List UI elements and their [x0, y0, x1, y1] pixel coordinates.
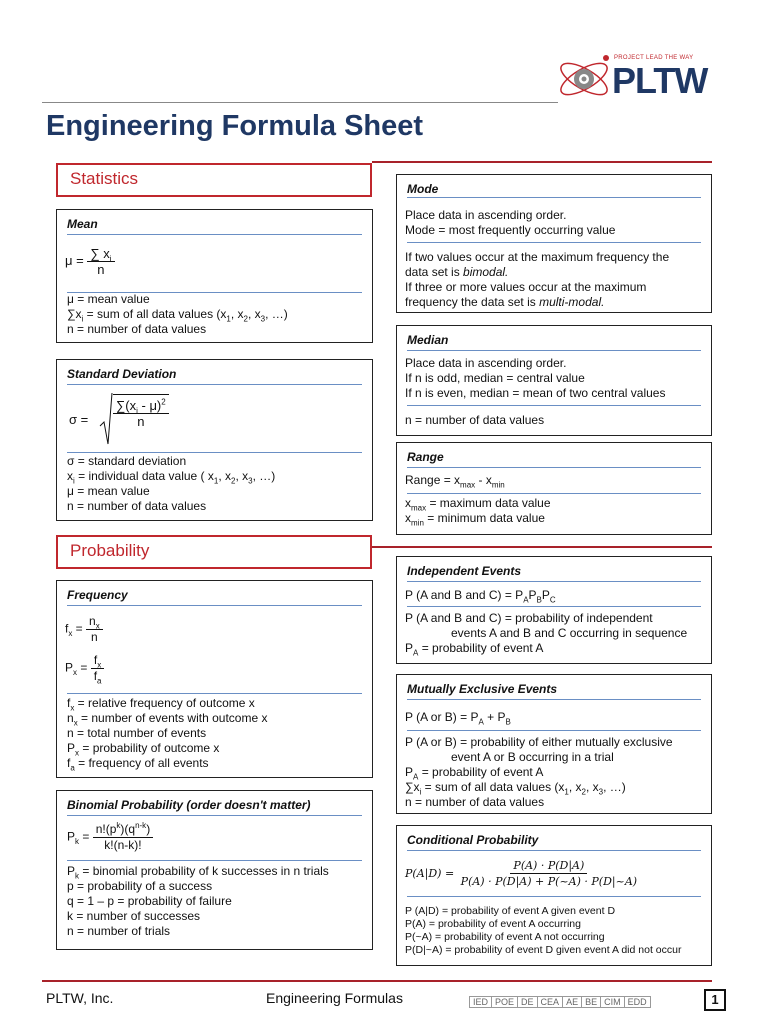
course-tag: AE	[562, 996, 582, 1008]
conditional-def: P(~A) = probability of event A not occurring	[405, 931, 605, 943]
mode-title: Mode	[407, 182, 439, 196]
conditional-def: P(D|~A) = probability of event D given event A did not occur	[405, 944, 682, 956]
frequency-box	[56, 580, 373, 778]
binomial-title: Binomial Probability (order doesn't matter)	[67, 798, 311, 812]
mean-def-n: n = number of data values	[67, 322, 207, 336]
frequency-formula-fx: $f_x$ = $\frac{n_x}{n}$	[65, 614, 103, 645]
frequency-def: $f_x$ = relative frequency of outcome x	[67, 696, 255, 713]
independent-formula: P (A and B and $C) = P_AP_BP_C$	[405, 588, 556, 605]
mean-title: Mean	[67, 217, 98, 231]
course-tag: IED	[469, 996, 492, 1008]
binomial-box	[56, 790, 373, 950]
page-number: 1	[704, 989, 726, 1011]
stddev-def-xi: $x_i$ = individual data value ( $x_1$, $x_2$, $x_3$, …)	[67, 469, 276, 486]
mean-def-mu: μ = mean value	[67, 292, 150, 306]
stddev-box: Standard Deviation σ = $\frac{\sum(x_i - \mu)^2}{n}$ σ = standard deviation $x_i$ = individual data value ( $x_1$, $x_2$, $x_3$, …) μ = mean value n = number of data values	[56, 359, 373, 521]
range-def-max: $x_{max}$ = maximum data value	[405, 496, 551, 513]
mean-box	[56, 209, 373, 343]
header-rule	[42, 102, 558, 103]
conditional-title: Conditional Probability	[407, 833, 539, 847]
frequency-def: n = total number of events	[67, 726, 207, 740]
logo-tagline: PROJECT LEAD THE WAY	[614, 55, 694, 61]
frequency-formula-px: $P_x$ = $\frac{f_x}{f_a}$	[65, 653, 105, 684]
binomial-def: n = number of trials	[67, 924, 171, 938]
conditional-formula: P(A|D) = $\frac{P(A) \cdot P(D|A)}{P(A) \cdot P(D|A) + P(\sim A) \cdot P(D|\sim A)}$	[405, 859, 638, 888]
mean-def-sum: $\sum x_i$ = sum of all data values ($x_1$, $x_2$, $x_3$, …)	[67, 307, 288, 324]
frequency-def: $f_a$ = frequency of all events	[67, 756, 209, 773]
exclusive-formula: P (A or $B) = P_A + P_B$	[405, 710, 511, 727]
mode-line: data set is bimodal.	[405, 265, 509, 279]
independent-def: P (A and B and C) = probability of independent	[405, 611, 653, 625]
exclusive-def: P (A or B) = probability of either mutually exclusive	[405, 735, 673, 749]
frequency-def: $P_x$ = probability of outcome x	[67, 741, 220, 758]
exclusive-def: $P_A$ = probability of event A	[405, 765, 544, 782]
logo-text: PLTW	[612, 60, 708, 101]
independent-title: Independent Events	[407, 564, 522, 578]
independent-box	[396, 556, 712, 664]
frequency-title: Frequency	[67, 588, 128, 602]
binomial-def: q = 1 – p = probability of failure	[67, 894, 232, 908]
exclusive-title: Mutually Exclusive Events	[407, 682, 558, 696]
section-probability: Probability	[56, 535, 372, 569]
binomial-formula: $P_k$ = $\frac{n!(p^k)(q^{n-k})}{k!(n-k)!}$	[67, 822, 153, 853]
page-title: Engineering Formula Sheet	[46, 110, 424, 142]
course-tag: CEA	[537, 996, 564, 1008]
mode-line: Place data in ascending order.	[405, 208, 567, 222]
range-box	[396, 442, 712, 535]
exclusive-def: event A or B occurring in a trial	[451, 750, 614, 764]
course-tag: CIM	[600, 996, 625, 1008]
range-title: Range	[407, 450, 444, 464]
footer-doc-title: Engineering Formulas	[266, 990, 403, 1006]
stddev-def-sigma: σ = standard deviation	[67, 454, 187, 468]
section-statistics: Statistics	[56, 163, 372, 197]
mode-line: Mode = most frequently occurring value	[405, 223, 616, 237]
independent-def: $P_A$ = probability of event A	[405, 641, 544, 658]
median-line: Place data in ascending order.	[405, 356, 567, 370]
median-title: Median	[407, 333, 449, 347]
stddev-title: Standard Deviation	[67, 367, 177, 381]
footer-course-tags	[470, 992, 651, 1010]
pltw-logo	[556, 50, 726, 110]
course-tag: BE	[581, 996, 601, 1008]
median-line: If n is odd, median = central value	[405, 371, 585, 385]
median-line: n = number of data values	[405, 413, 545, 427]
conditional-def: P(A) = probability of event A occurring	[405, 918, 581, 930]
atom-gear-icon	[556, 50, 616, 108]
mode-line: If two values occur at the maximum frequency the	[405, 250, 670, 264]
mode-line: frequency the data set is multi-modal.	[405, 295, 605, 309]
mean-formula: μ = $\frac{\sum x_i}{n}$	[65, 246, 115, 277]
sqrt-sign	[99, 392, 113, 446]
statistics-rule	[372, 161, 712, 163]
footer-rule	[42, 980, 712, 982]
conditional-def: P (A|D) = probability of event A given event D	[405, 905, 616, 917]
mode-line: If three or more values occur at the maximum	[405, 280, 647, 294]
probability-rule	[372, 546, 712, 548]
exclusive-box	[396, 674, 712, 814]
exclusive-def: $\sum x_i$ = sum of all data values ($x_1$, $x_2$, $x_3$, …)	[405, 780, 626, 797]
stddev-def-n: n = number of data values	[67, 499, 207, 513]
independent-def: events A and B and C occurring in sequence	[451, 626, 688, 640]
median-box	[396, 325, 712, 436]
binomial-def: $P_k$ = binomial probability of k successes in n trials	[67, 864, 329, 881]
mode-box	[396, 174, 712, 313]
binomial-def: p = probability of a success	[67, 879, 213, 893]
frequency-def: $n_x$ = number of events with outcome x	[67, 711, 268, 728]
range-def-min: $x_{min}$ = minimum data value	[405, 511, 545, 528]
median-line: If n is even, median = mean of two central values	[405, 386, 666, 400]
course-tag: POE	[491, 996, 518, 1008]
range-formula: Range = $x_{max} - x_{min}$	[405, 473, 505, 490]
binomial-def: k = number of successes	[67, 909, 201, 923]
exclusive-def: n = number of data values	[405, 795, 545, 809]
course-tag: EDD	[624, 996, 651, 1008]
course-tag: DE	[517, 996, 538, 1008]
footer-company: PLTW, Inc.	[46, 990, 114, 1006]
conditional-box	[396, 825, 712, 966]
stddev-def-mu: μ = mean value	[67, 484, 150, 498]
